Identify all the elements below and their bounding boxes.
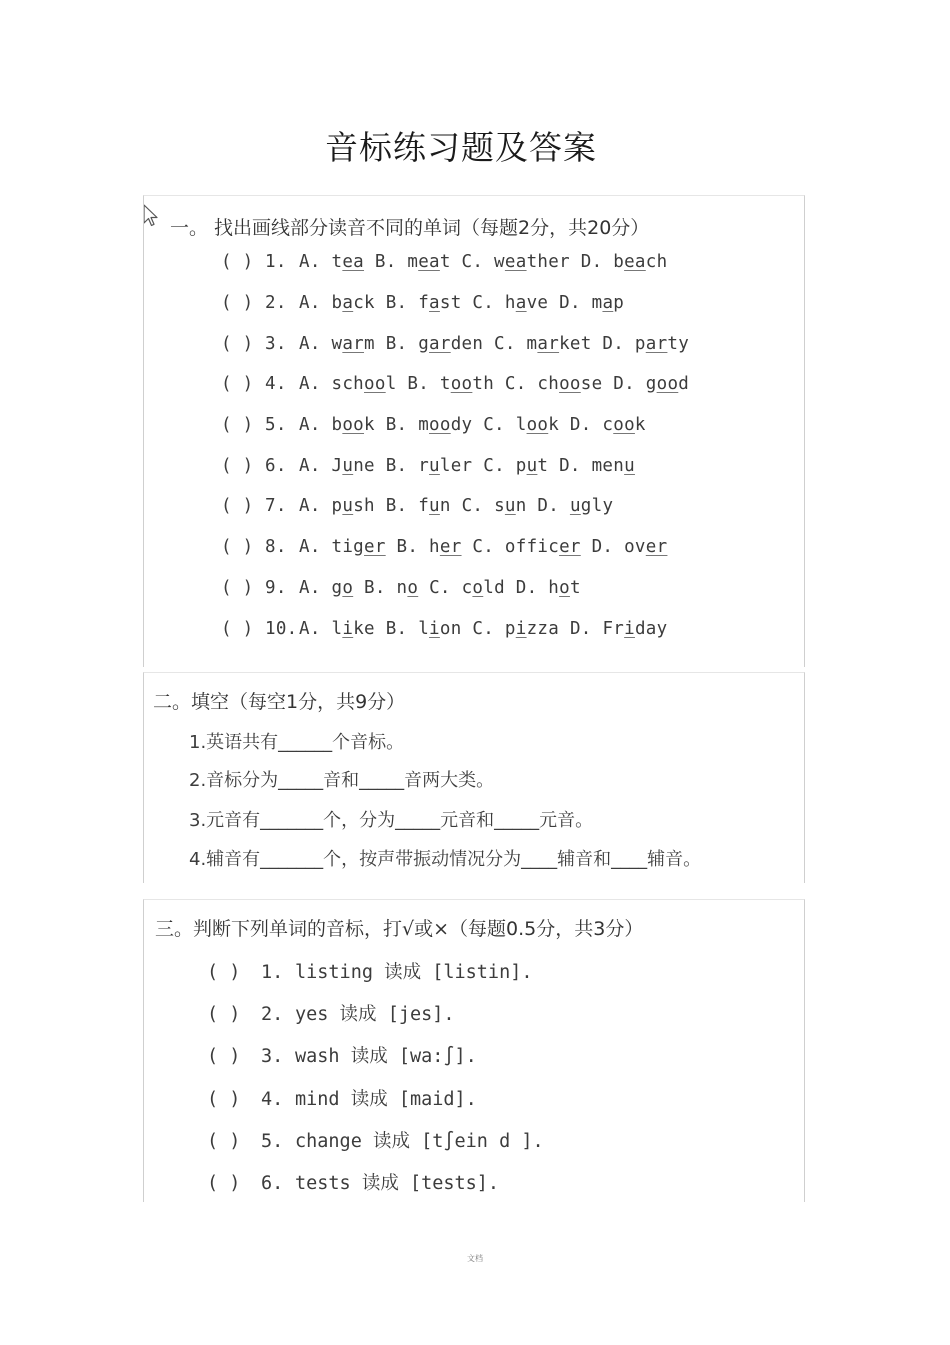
answer-blank[interactable]: ( ) (207, 1046, 241, 1067)
section-true-false (143, 899, 805, 1202)
answer-option: C. put (483, 456, 560, 476)
answer-blank[interactable]: ( ) (221, 619, 254, 639)
question-item (207, 1169, 499, 1195)
answer-option: A. school (299, 374, 408, 394)
answer-blank[interactable]: ( ) (207, 1131, 241, 1152)
question-number: 5. (265, 415, 287, 435)
section-heading: 二。填空（每空1分，共9分） (153, 691, 406, 713)
answer-option: D. beach (580, 252, 668, 272)
answer-option: D. over (591, 537, 668, 557)
question-item (221, 334, 689, 354)
answer-option: B. ruler (385, 456, 484, 476)
question-item (207, 1085, 477, 1111)
question-text: listing 读成 [listin]. (295, 962, 533, 983)
question-text: yes 读成 [jes]. (295, 1004, 455, 1025)
answer-option: C. cold (429, 578, 516, 598)
question-item (221, 537, 667, 557)
question-item (221, 293, 624, 313)
question-item (221, 619, 667, 639)
question-text: change 读成 [t∫ein d ]. (295, 1131, 544, 1152)
question-item (221, 496, 613, 516)
section-heading: 三。判断下列单词的音标，打√或×（每题0.5分，共3分） (155, 918, 644, 940)
question-number: 2. (265, 293, 287, 313)
answer-option: A. back (299, 293, 386, 313)
question-number: 6. (265, 456, 287, 476)
answer-option: B. no (364, 578, 419, 598)
answer-blank[interactable]: ( ) (207, 1004, 241, 1025)
answer-option: C. officer (472, 537, 581, 557)
answer-blank[interactable]: ( ) (221, 456, 254, 476)
answer-option: B. tooth (407, 374, 505, 394)
answer-option: A. warm (299, 334, 386, 354)
answer-blank[interactable]: ( ) (207, 1173, 241, 1194)
answer-option: D. good (613, 374, 690, 394)
answer-option: C. have (472, 293, 560, 313)
question-number: 5. (261, 1131, 284, 1152)
answer-option: C. choose (504, 374, 614, 394)
answer-blank[interactable]: ( ) (221, 334, 254, 354)
footer-text: 文档 (467, 1254, 483, 1263)
answer-option: C. pizza (472, 619, 570, 639)
question-item (221, 252, 667, 272)
answer-option: B. her (396, 537, 462, 557)
page-title: 音标练习题及答案 (325, 128, 597, 167)
question-number: 1. (265, 252, 287, 272)
question-item (221, 415, 646, 435)
question-item (207, 1000, 455, 1026)
answer-blank[interactable]: ( ) (221, 578, 254, 598)
answer-option: A. like (299, 619, 386, 639)
answer-blank[interactable]: ( ) (221, 252, 254, 272)
question-number: 6. (261, 1173, 284, 1194)
question-number: 4. (265, 374, 287, 394)
answer-blank[interactable]: ( ) (207, 1089, 241, 1110)
question-item: 1.英语共有______个音标。 (189, 732, 405, 753)
answer-option: A. book (299, 415, 386, 435)
question-number: 10. (265, 619, 298, 639)
answer-option: A. go (299, 578, 354, 598)
answer-option: C. sun (461, 496, 538, 516)
answer-option: D. ugly (537, 496, 614, 516)
question-item: 2.音标分为_____音和_____音两大类。 (189, 770, 495, 791)
question-item (221, 456, 635, 476)
answer-option: B. garden (385, 334, 495, 354)
question-text: tests 读成 [tests]. (295, 1173, 500, 1194)
question-item: 3.元音有_______个，分为_____元音和_____元音。 (189, 810, 594, 831)
question-number: 8. (265, 537, 287, 557)
answer-option: C. weather (461, 252, 581, 272)
question-item (221, 578, 581, 598)
question-number: 2. (261, 1004, 284, 1025)
answer-blank[interactable]: ( ) (221, 415, 254, 435)
answer-option: C. market (494, 334, 603, 354)
section-pronunciation (143, 195, 805, 667)
answer-option: D. party (602, 334, 690, 354)
answer-option: A. tea (299, 252, 365, 272)
answer-blank[interactable]: ( ) (221, 293, 254, 313)
answer-option: B. lion (385, 619, 473, 639)
answer-option: A. tiger (299, 537, 386, 557)
answer-option: A. push (299, 496, 386, 516)
section-fill-blank (143, 672, 805, 883)
question-text: mind 读成 [maid]. (295, 1089, 477, 1110)
question-item (207, 1042, 477, 1068)
answer-option: C. look (483, 415, 570, 435)
answer-blank[interactable]: ( ) (221, 496, 254, 516)
question-item (221, 374, 689, 394)
question-number: 9. (265, 578, 287, 598)
question-number: 7. (265, 496, 287, 516)
answer-option: B. fun (385, 496, 462, 516)
question-item (207, 1127, 544, 1153)
answer-blank[interactable]: ( ) (221, 537, 254, 557)
question-number: 4. (261, 1089, 284, 1110)
answer-option: D. menu (559, 456, 635, 476)
answer-option: B. fast (385, 293, 473, 313)
question-item: 4.辅音有_______个，按声带振动情况分为____辅音和____辅音。 (189, 849, 702, 870)
question-number: 1. (261, 962, 284, 983)
answer-option: D. hot (515, 578, 581, 598)
answer-blank[interactable]: ( ) (207, 962, 241, 983)
answer-option: A. June (299, 456, 386, 476)
question-number: 3. (261, 1046, 284, 1067)
answer-option: B. meat (374, 252, 462, 272)
question-item (207, 958, 532, 984)
question-number: 3. (265, 334, 287, 354)
answer-option: D. map (559, 293, 625, 313)
question-text: wash 读成 [wa:∫]. (295, 1046, 477, 1067)
answer-option: B. moody (385, 415, 484, 435)
answer-blank[interactable]: ( ) (221, 374, 254, 394)
answer-option: D. cook (569, 415, 646, 435)
answer-option: D. Friday (569, 619, 668, 639)
section-heading: 一。 找出画线部分读音不同的单词（每题2分，共20分） (170, 217, 650, 239)
